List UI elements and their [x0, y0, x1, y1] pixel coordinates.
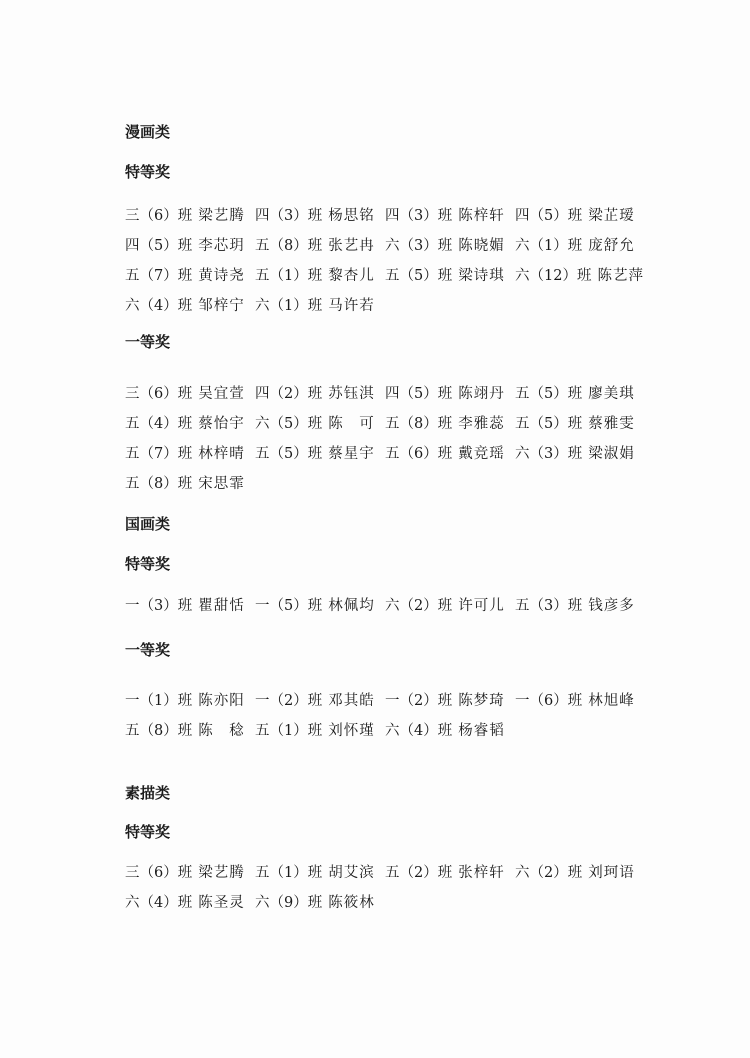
winners-comic-first	[125, 377, 645, 497]
class-label: 四（5）班	[385, 385, 453, 402]
student-name: 瞿甜恬	[198, 597, 245, 614]
student-name: 蔡怡宇	[198, 415, 245, 432]
student-name: 黎杏儿	[328, 267, 375, 284]
winner-entry	[125, 442, 255, 463]
winner-row	[125, 289, 645, 319]
section-chinese-painting	[125, 514, 645, 534]
winners-sketch-special	[125, 856, 645, 916]
award-comic-special	[125, 162, 645, 182]
winner-entry	[515, 382, 645, 403]
class-label: 五（8）班	[385, 415, 453, 432]
winner-entry	[125, 719, 255, 740]
class-label: 五（5）班	[255, 445, 323, 462]
winners-chinese-special	[125, 589, 645, 619]
winner-rows	[125, 684, 645, 744]
award-heading: 一等奖	[125, 641, 171, 659]
winner-entry	[385, 689, 515, 710]
student-name: 邓其皓	[328, 692, 375, 709]
winner-entry	[125, 861, 255, 882]
student-name: 钱彦多	[588, 597, 635, 614]
student-name: 宋思霏	[198, 475, 245, 492]
student-name: 陈 稔	[198, 722, 245, 739]
winner-row	[125, 437, 645, 467]
winner-entry	[385, 204, 515, 225]
winner-entry	[255, 719, 385, 740]
winner-entry	[125, 234, 255, 255]
student-name: 马许若	[328, 297, 375, 314]
student-name: 蔡星宇	[328, 445, 375, 462]
student-name: 陈亦阳	[198, 692, 245, 709]
student-name: 陈晓媚	[458, 237, 505, 254]
winner-entry	[515, 204, 645, 225]
student-name: 苏钰淇	[328, 385, 375, 402]
winner-rows	[125, 199, 645, 319]
student-name: 林佩均	[328, 597, 375, 614]
winner-entry	[385, 264, 515, 285]
class-label: 六（12）班	[515, 267, 592, 284]
winner-row	[125, 589, 645, 619]
class-label: 一（2）班	[255, 692, 323, 709]
class-label: 一（5）班	[255, 597, 323, 614]
winner-entry	[255, 204, 385, 225]
award-heading: 特等奖	[125, 555, 171, 573]
class-label: 六（1）班	[515, 237, 583, 254]
class-label: 五（4）班	[125, 415, 193, 432]
class-label: 五（5）班	[385, 267, 453, 284]
class-label: 六（4）班	[385, 722, 453, 739]
winner-entry	[255, 234, 385, 255]
winner-entry	[515, 234, 645, 255]
student-name: 陈梦琦	[458, 692, 505, 709]
student-name: 张艺冉	[328, 237, 375, 254]
winner-entry	[515, 689, 645, 710]
winner-row	[125, 714, 645, 744]
student-name: 梁艺腾	[198, 207, 245, 224]
class-label: 六（2）班	[515, 864, 583, 881]
student-name: 梁芷瑷	[588, 207, 635, 224]
winner-entry	[515, 264, 645, 285]
student-name: 廖美琪	[588, 385, 635, 402]
student-name: 李雅蕊	[458, 415, 505, 432]
winner-entry	[255, 689, 385, 710]
winner-rows	[125, 589, 645, 619]
student-name: 吴宜萱	[198, 385, 245, 402]
winner-entry	[125, 294, 255, 315]
winner-entry	[385, 719, 515, 740]
category-heading: 国画类	[125, 515, 171, 533]
class-label: 五（5）班	[515, 385, 583, 402]
class-label: 五（8）班	[125, 475, 193, 492]
class-label: 五（8）班	[255, 237, 323, 254]
student-name: 林梓晴	[198, 445, 245, 462]
student-name: 杨睿韬	[458, 722, 505, 739]
student-name: 胡艾滨	[328, 864, 375, 881]
winner-entry	[125, 472, 255, 493]
winner-rows	[125, 856, 645, 916]
student-name: 梁诗琪	[458, 267, 505, 284]
winner-entry	[125, 689, 255, 710]
class-label: 六（3）班	[515, 445, 583, 462]
student-name: 梁淑娟	[588, 445, 635, 462]
category-heading: 漫画类	[125, 123, 171, 141]
class-label: 四（5）班	[125, 237, 193, 254]
class-label: 五（1）班	[255, 267, 323, 284]
class-label: 一（6）班	[515, 692, 583, 709]
class-label: 一（1）班	[125, 692, 193, 709]
class-label: 五（5）班	[515, 415, 583, 432]
winner-row	[125, 856, 645, 886]
winner-row	[125, 259, 645, 289]
class-label: 六（2）班	[385, 597, 453, 614]
class-label: 五（6）班	[385, 445, 453, 462]
winner-row	[125, 886, 645, 916]
winner-entry	[125, 594, 255, 615]
winner-rows	[125, 377, 645, 497]
student-name: 黄诗尧	[198, 267, 245, 284]
award-heading: 一等奖	[125, 333, 171, 351]
winner-row	[125, 467, 645, 497]
class-label: 四（2）班	[255, 385, 323, 402]
student-name: 蔡雅雯	[588, 415, 635, 432]
class-label: 五（1）班	[255, 864, 323, 881]
class-label: 三（6）班	[125, 385, 193, 402]
class-label: 一（2）班	[385, 692, 453, 709]
student-name: 陈圣灵	[198, 894, 245, 911]
winner-entry	[385, 412, 515, 433]
class-label: 五（8）班	[125, 722, 193, 739]
student-name: 陈筱林	[328, 894, 375, 911]
student-name: 庞舒允	[588, 237, 635, 254]
winner-entry	[125, 204, 255, 225]
student-name: 张梓轩	[458, 864, 505, 881]
winner-entry	[385, 861, 515, 882]
winner-entry	[385, 382, 515, 403]
section-comic	[125, 122, 645, 142]
student-name: 戴竞瑶	[458, 445, 505, 462]
winner-entry	[515, 442, 645, 463]
class-label: 三（6）班	[125, 207, 193, 224]
winner-entry	[125, 264, 255, 285]
award-heading: 特等奖	[125, 823, 171, 841]
award-chinese-special	[125, 554, 645, 574]
category-heading: 素描类	[125, 784, 171, 802]
award-heading: 特等奖	[125, 163, 171, 181]
winner-row	[125, 407, 645, 437]
class-label: 六（5）班	[255, 415, 323, 432]
winner-entry	[515, 861, 645, 882]
winner-entry	[125, 891, 255, 912]
winner-row	[125, 377, 645, 407]
class-label: 六（4）班	[125, 297, 193, 314]
class-label: 六（3）班	[385, 237, 453, 254]
student-name: 许可儿	[458, 597, 505, 614]
student-name: 陈 可	[328, 415, 375, 432]
winner-entry	[255, 861, 385, 882]
class-label: 一（3）班	[125, 597, 193, 614]
winner-entry	[255, 382, 385, 403]
winner-entry	[255, 294, 385, 315]
winner-entry	[385, 442, 515, 463]
winner-row	[125, 684, 645, 714]
winner-entry	[255, 412, 385, 433]
class-label: 四（5）班	[515, 207, 583, 224]
winner-entry	[515, 594, 645, 615]
student-name: 刘怀瑾	[328, 722, 375, 739]
award-sketch-special	[125, 822, 645, 842]
class-label: 六（1）班	[255, 297, 323, 314]
class-label: 六（9）班	[255, 894, 323, 911]
winner-entry	[125, 412, 255, 433]
winner-entry	[255, 594, 385, 615]
student-name: 杨思铭	[328, 207, 375, 224]
winner-entry	[515, 412, 645, 433]
class-label: 五（1）班	[255, 722, 323, 739]
winner-entry	[255, 442, 385, 463]
award-comic-first	[125, 332, 645, 352]
student-name: 邹梓宁	[198, 297, 245, 314]
class-label: 六（4）班	[125, 894, 193, 911]
student-name: 陈梓轩	[458, 207, 505, 224]
winner-entry	[385, 234, 515, 255]
student-name: 林旭峰	[588, 692, 635, 709]
class-label: 四（3）班	[255, 207, 323, 224]
student-name: 李芯玥	[198, 237, 245, 254]
class-label: 四（3）班	[385, 207, 453, 224]
student-name: 刘珂语	[588, 864, 635, 881]
winner-row	[125, 199, 645, 229]
class-label: 三（6）班	[125, 864, 193, 881]
class-label: 五（7）班	[125, 445, 193, 462]
class-label: 五（7）班	[125, 267, 193, 284]
section-sketch	[125, 783, 645, 803]
winners-comic-special	[125, 199, 645, 319]
student-name: 陈翊丹	[458, 385, 505, 402]
winner-entry	[125, 382, 255, 403]
student-name: 陈艺萍	[597, 267, 644, 284]
class-label: 五（2）班	[385, 864, 453, 881]
winner-entry	[385, 594, 515, 615]
winner-entry	[255, 891, 385, 912]
class-label: 五（3）班	[515, 597, 583, 614]
winner-entry	[255, 264, 385, 285]
winners-chinese-first	[125, 684, 645, 744]
award-chinese-first	[125, 640, 645, 660]
winner-row	[125, 229, 645, 259]
student-name: 梁艺腾	[198, 864, 245, 881]
